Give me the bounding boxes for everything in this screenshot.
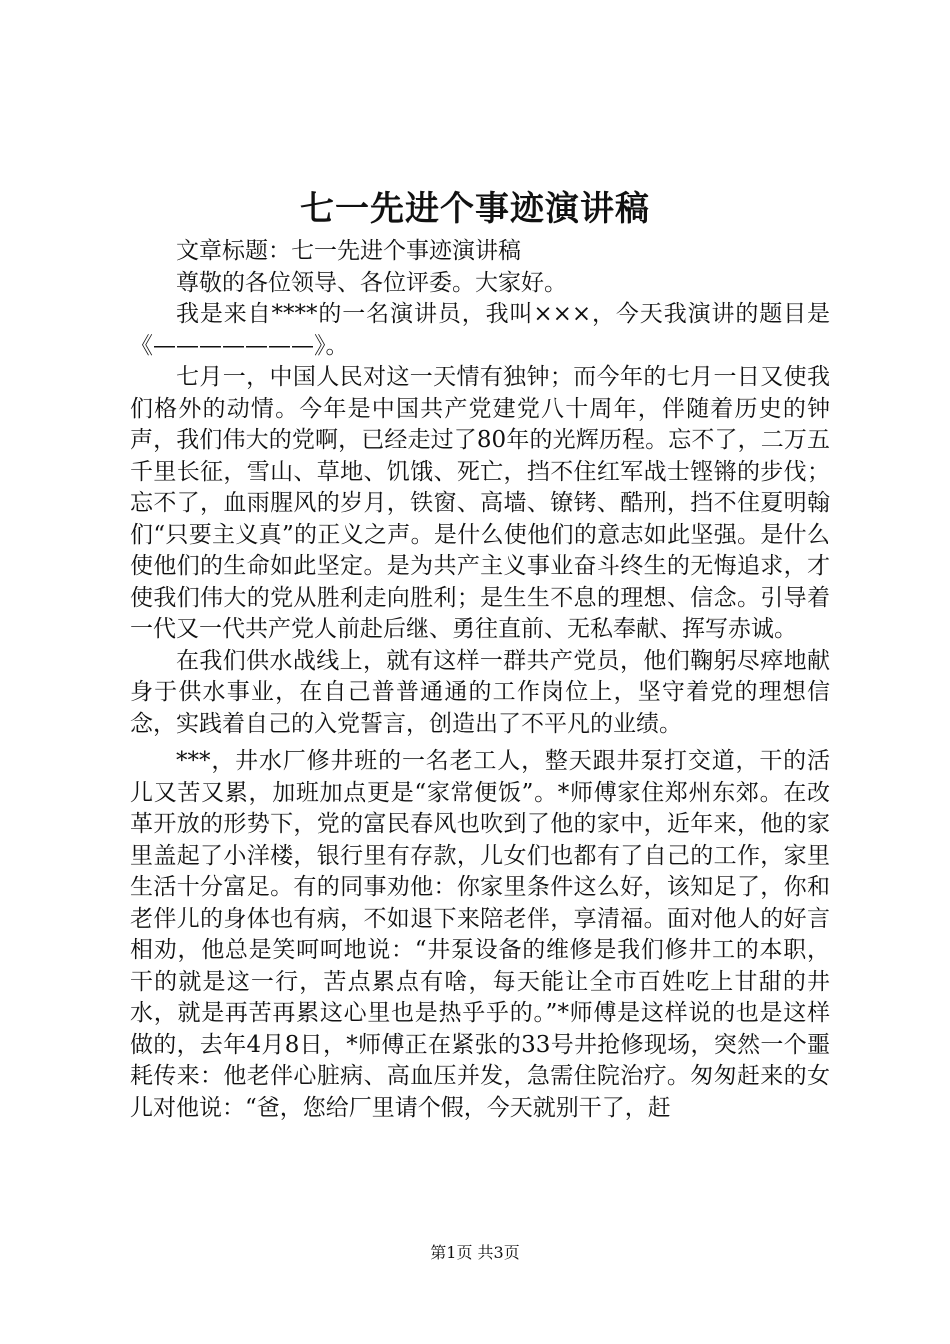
paragraph-water-supply: 在我们供水战线上，就有这样一群共产党员，他们鞠躬尽瘁地献身于供水事业，在自己普普通通的工作岗位上，坚守着党的理想信念，实践着自己的入党誓言，创造出了不平凡的业绩。: [130, 647, 830, 737]
paragraph-article-title: 文章标题：七一先进个事迹演讲稿: [176, 238, 521, 264]
page-footer: 第1页 共3页: [430, 1243, 520, 1262]
document-title: 七一先进个事迹演讲稿: [300, 189, 650, 229]
paragraph-july-first: 七月一，中国人民对这一天情有独钟；而今年的七月一日又使我们格外的动情。今年是中国共产党建党八十周年，伴随着历史的钟声，我们伟大的党啊，已经走过了80年的光辉历程。忘不了，二万五千里长征，雪山、草地、饥饿、死亡，挡不住红军战士铿锵的步伐；忘不了，血雨腥风的岁月，铁窗、高墙、镣铐、酷刑，挡不住夏明翰们“只要主义真”的正义之声。是什么使他们的意志如此坚强。是什么使他们的生命如此坚定。是为共产主义事业奋斗终生的无悔追求，才使我们伟大的党从胜利走向胜利；是生生不息的理想、信念。引导着一代又一代共产党人前赴后继、勇往直前、无私奉献、挥写赤诚。: [130, 364, 830, 642]
paragraph-intro: 我是来自****的一名演讲员，我叫×××，今天我演讲的题目是《———————》。: [130, 301, 830, 359]
document-body: [130, 236, 830, 1124]
paragraph-greeting: 尊敬的各位领导、各位评委。大家好。: [176, 269, 567, 296]
paragraph-worker-story: ***，井水厂修井班的一名老工人，整天跟井泵打交道，干的活儿又苦又累，加班加点更是“家常便饭”。*师傅家住郑州东郊。在改革开放的形势下，党的富民春风也吹到了他的家中，近年来，他的家里盖起了小洋楼，银行里有存款，儿女们也都有了自己的工作，家里生活十分富足。有的同事劝他：你家里条件这么好，该知足了，你和老伴儿的身体也有病，不如退下来陪老伴，享清福。面对他人的好言相劝，他总是笑呵呵地说：“井泵设备的维修是我们修井工的本职，干的就是这一行，苦点累点有啥，每天能让全市百姓吃上甘甜的井水，就是再苦再累这心里也是热乎乎的。”*师傅是这样说的也是这样做的，去年4月8日，*师傅正在紧张的33号井抢修现场，突然一个噩耗传来：他老伴心脏病、高血压并发，急需住院治疗。匆匆赶来的女儿对他说：“爸，您给厂里请个假，今天就别干了，赶: [130, 748, 830, 1121]
